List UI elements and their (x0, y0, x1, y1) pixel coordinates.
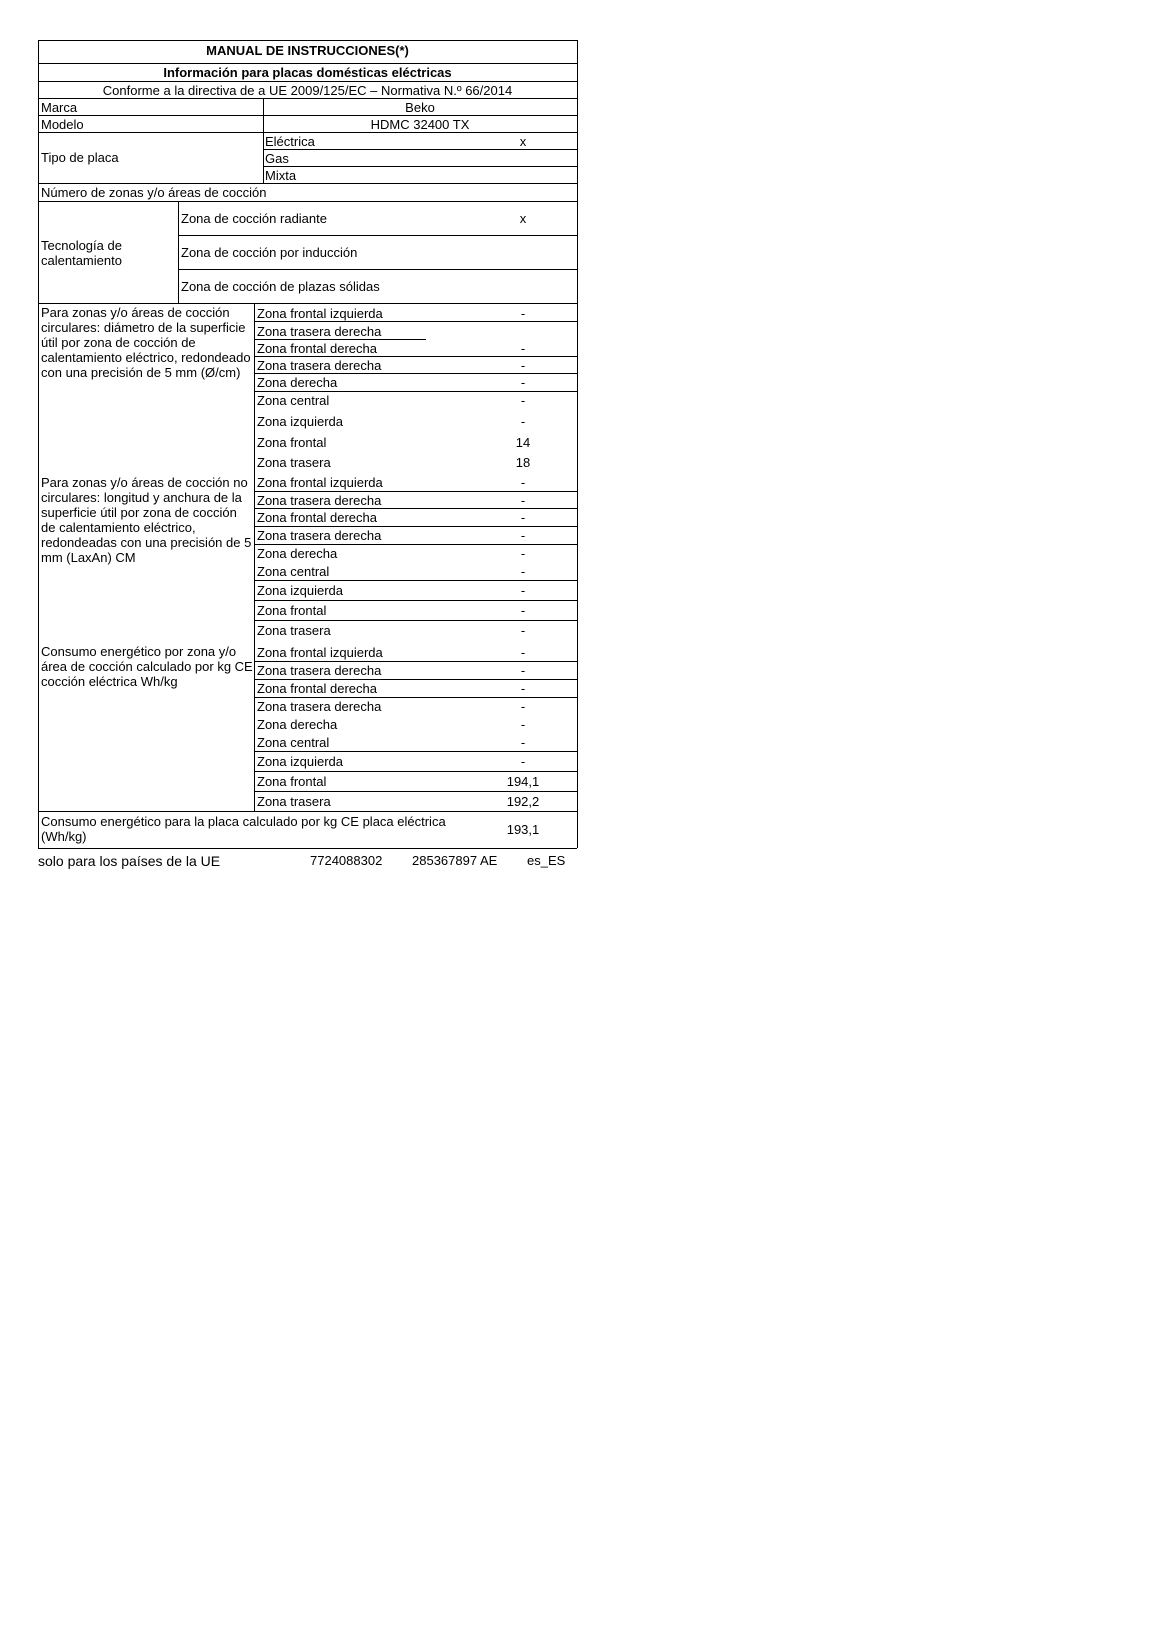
rule (263, 149, 577, 150)
rule (254, 373, 577, 374)
consumption-value-3: - (520, 699, 526, 714)
rule (577, 40, 578, 811)
footer-locale: es_ES (527, 853, 566, 868)
noncircular-zone-7: Zona frontal (257, 603, 327, 618)
circular-value-5: - (520, 393, 526, 408)
consumption-zone-1: Zona trasera derecha (257, 663, 382, 678)
circular-zone-0: Zona frontal izquierda (257, 306, 383, 321)
directive-text: Conforme a la directiva de a UE 2009/125/EC – Normativa N.º 66/2014 (102, 83, 513, 98)
circular-value-0: - (520, 306, 526, 321)
brand-value: Beko (405, 100, 435, 115)
consumption-zone-3: Zona trasera derecha (257, 699, 382, 714)
rule (38, 81, 577, 82)
rule (38, 40, 577, 41)
rule (254, 751, 577, 752)
hob-type-gas: Gas (265, 151, 289, 166)
rule (254, 508, 577, 509)
footer-note: solo para los países de la UE (38, 853, 221, 869)
consumption-value-7: 194,1 (506, 774, 540, 789)
brand-label: Marca (41, 100, 78, 115)
rule (38, 40, 39, 811)
rule (577, 811, 578, 848)
rule (178, 235, 577, 236)
circular-value-4: - (520, 375, 526, 390)
rule (254, 391, 577, 392)
rule (254, 356, 577, 357)
consumption-value-5: - (520, 735, 526, 750)
rule (254, 661, 577, 662)
model-value: HDMC 32400 TX (370, 117, 470, 132)
rule (254, 679, 577, 680)
rule (254, 303, 255, 811)
rule (254, 771, 577, 772)
circular-zone-3: Zona trasera derecha (257, 358, 382, 373)
rule (254, 544, 577, 545)
noncircular-zone-0: Zona frontal izquierda (257, 475, 383, 490)
circular-value-2: - (520, 341, 526, 356)
circular-zone-5: Zona central (257, 393, 330, 408)
rule (263, 132, 264, 183)
rule (38, 183, 577, 184)
rule (38, 811, 39, 848)
consumption-zone-2: Zona frontal derecha (257, 681, 377, 696)
noncircular-zone-8: Zona trasera (257, 623, 331, 638)
circular-zone-4: Zona derecha (257, 375, 338, 390)
circular-value-3: - (520, 358, 526, 373)
consumption-zone-8: Zona trasera (257, 794, 331, 809)
circular-zone-6: Zona izquierda (257, 414, 343, 429)
heating-technology-label: Tecnología de calentamiento (41, 238, 122, 268)
rule (263, 166, 577, 167)
footer-code-2: 285367897 AE (412, 853, 498, 868)
circular-zone-1: Zona trasera derecha (257, 324, 382, 339)
consumption-value-4: - (520, 717, 526, 732)
rule (254, 697, 577, 698)
heating-radiant: Zona de cocción radiante (181, 211, 327, 226)
rule (254, 491, 577, 492)
rule (254, 526, 577, 527)
noncircular-zone-4: Zona derecha (257, 546, 338, 561)
circular-label: Para zonas y/o áreas de cocción circulares: diámetro de la superficie útil por zona de cocción de calentamiento eléctrico, redondeado con una precisión de 5 mm (Ø/cm) (41, 305, 251, 380)
noncircular-label: Para zonas y/o áreas de cocción no circulares: longitud y anchura de la superficie útil por zona de cocción de calentamiento eléctrico, redondeadas con una precisión de 5 mm (LaxAn) CM (41, 475, 252, 565)
rule (178, 269, 577, 270)
noncircular-value-3: - (520, 528, 526, 543)
rule (178, 201, 179, 303)
rule (38, 63, 577, 64)
rule (254, 791, 577, 792)
circular-zone-7: Zona frontal (257, 435, 327, 450)
hob-type-label: Tipo de placa (41, 150, 119, 165)
noncircular-zone-6: Zona izquierda (257, 583, 343, 598)
rule (254, 321, 577, 322)
consumption-zone-0: Zona frontal izquierda (257, 645, 383, 660)
footer-code-1: 7724088302 (310, 853, 383, 868)
noncircular-value-2: - (520, 510, 526, 525)
heating-radiant-mark: x (519, 211, 527, 226)
consumption-zone-4: Zona derecha (257, 717, 338, 732)
circular-zone-2: Zona frontal derecha (257, 341, 377, 356)
hob-type-electric: Eléctrica (265, 134, 315, 149)
consumption-value-2: - (520, 681, 526, 696)
document-title: MANUAL DE INSTRUCCIONES(*) (206, 43, 409, 58)
noncircular-zone-2: Zona frontal derecha (257, 510, 377, 525)
rule (38, 811, 577, 812)
consumption-value-0: - (520, 645, 526, 660)
energy-label-document (38, 40, 577, 870)
rule (38, 303, 577, 304)
noncircular-value-7: - (520, 603, 526, 618)
consumption-value-1: - (520, 663, 526, 678)
rule (38, 98, 577, 99)
circular-zone-8: Zona trasera (257, 455, 331, 470)
rule (263, 98, 264, 132)
model-label: Modelo (41, 117, 84, 132)
consumption-value-8: 192,2 (506, 794, 540, 809)
hob-type-mixed: Mixta (265, 168, 297, 183)
noncircular-value-5: - (520, 564, 526, 579)
noncircular-zone-1: Zona trasera derecha (257, 493, 382, 508)
noncircular-zone-5: Zona central (257, 564, 330, 579)
rule (254, 600, 577, 601)
circular-value-8: 18 (515, 455, 531, 470)
consumption-zone-6: Zona izquierda (257, 754, 343, 769)
consumption-total-value: 193,1 (506, 822, 540, 837)
noncircular-zone-3: Zona trasera derecha (257, 528, 382, 543)
zones-count-label: Número de zonas y/o áreas de cocción (41, 185, 267, 200)
heating-solid-plate: Zona de cocción de plazas sólidas (181, 279, 380, 294)
consumption-zone-7: Zona frontal (257, 774, 327, 789)
noncircular-value-0: - (520, 475, 526, 490)
circular-value-6: - (520, 414, 526, 429)
noncircular-value-4: - (520, 546, 526, 561)
noncircular-value-1: - (520, 493, 526, 508)
noncircular-value-6: - (520, 583, 526, 598)
consumption-total-label: Consumo energético para la placa calculado por kg CE placa eléctrica (Wh/kg) (41, 814, 446, 844)
rule (254, 339, 426, 340)
noncircular-value-8: - (520, 623, 526, 638)
rule (254, 580, 577, 581)
rule (254, 620, 577, 621)
rule (38, 848, 577, 849)
rule (38, 132, 577, 133)
circular-value-7: 14 (515, 435, 531, 450)
consumption-zone-label: Consumo energético por zona y/o área de cocción calculado por kg CE cocción eléctrica Wh/kg (41, 644, 253, 689)
hob-type-electric-mark: x (519, 134, 527, 149)
consumption-value-6: - (520, 754, 526, 769)
heating-induction: Zona de cocción por inducción (181, 245, 358, 260)
rule (38, 201, 577, 202)
rule (38, 115, 577, 116)
document-subtitle: Información para placas domésticas eléctricas (163, 65, 452, 80)
consumption-zone-5: Zona central (257, 735, 330, 750)
